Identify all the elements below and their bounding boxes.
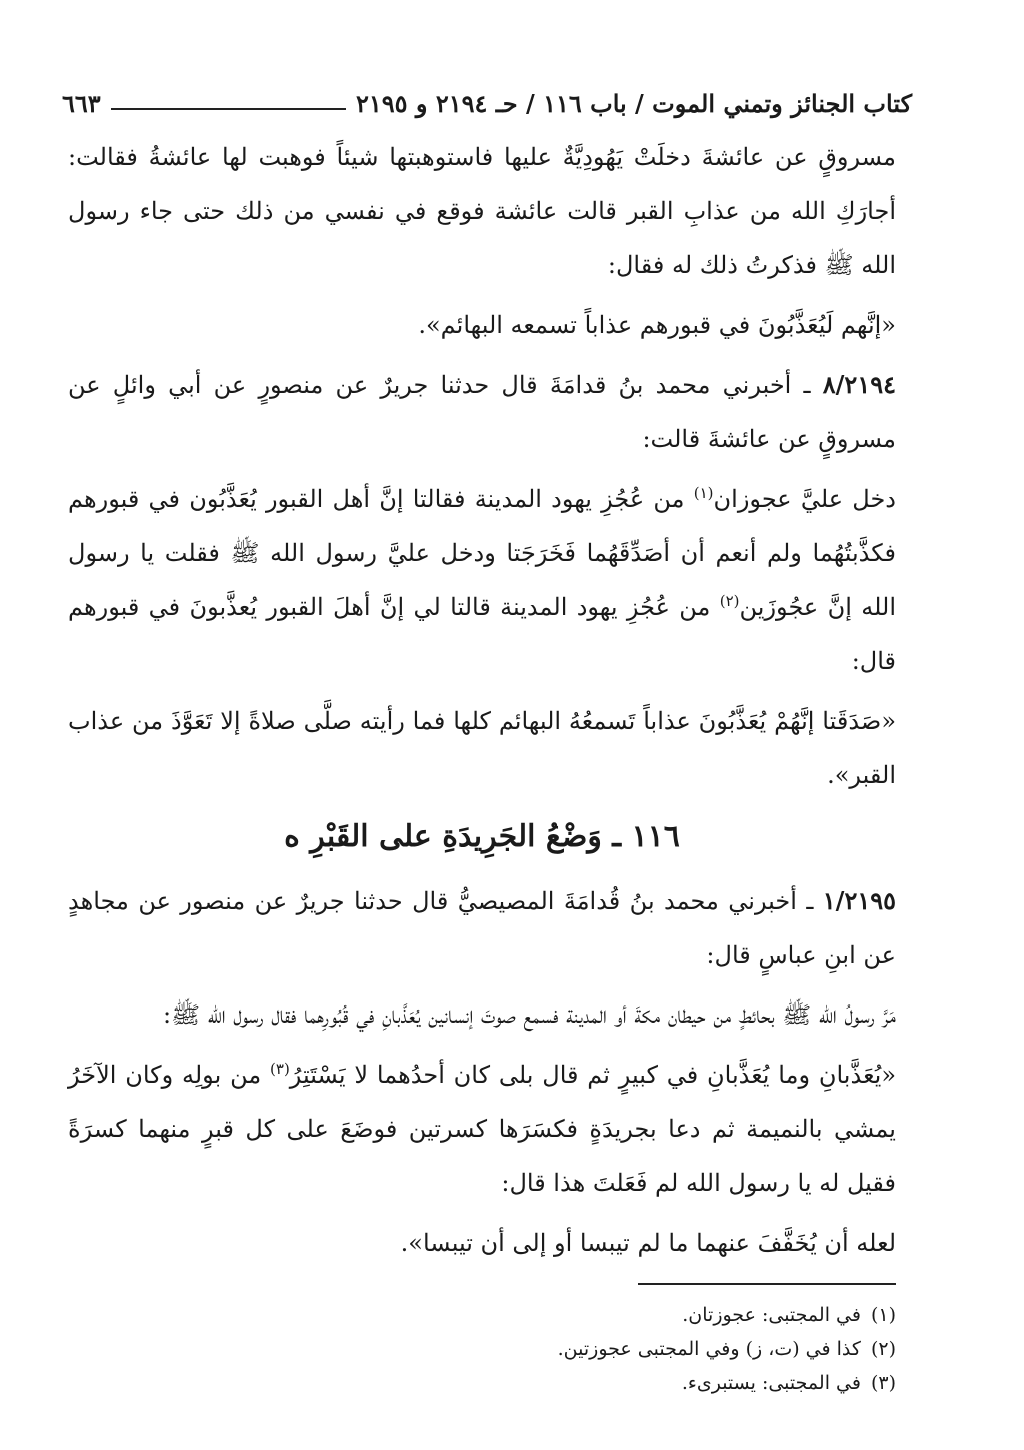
paragraph: لعله أن يُخَفَّفَ عنهما ما لم تيبسا أو إلى أن تيبسا». bbox=[400, 1229, 896, 1257]
footnote-item bbox=[300, 1366, 896, 1400]
text-segment: من عُجُزِ يهود المدينة فقالتا إنَّ أهل القبور يُعَذَّبُون في قبورهم فكذَّبتُهُما ولم أنعم أن أصَدِّقَهُما فَخَرَجَتا ودخل عليَّ رسول الله ﷺ فقلت يا رسول الله إنَّ عجُوزَين bbox=[68, 485, 896, 621]
footnote-divider bbox=[638, 1283, 896, 1285]
footnote-item bbox=[300, 1332, 896, 1366]
header-rule bbox=[111, 108, 346, 110]
footnote-ref[interactable]: (١) bbox=[693, 484, 714, 502]
quoted-saying bbox=[68, 1048, 896, 1210]
footnote-item bbox=[300, 1298, 896, 1332]
footnote-ref[interactable]: (٢) bbox=[719, 592, 740, 610]
hadith-isnad: ـ أخبرني محمد بنُ قدامَةَ قال حدثنا جريرٌ عن منصورٍ عن أبي وائلٍ عن مسروقٍ عن عائشةَ قالت: bbox=[68, 371, 896, 453]
page-number: ٦٦٣ bbox=[62, 89, 101, 118]
text-segment: من عُجُزِ يهود المدينة قالتا لي إنَّ أهلَ القبور يُعذَّبونَ في قبورهم قال: bbox=[68, 593, 896, 675]
paragraph: مسروقٍ عن عائشةَ دخلَتْ يَهُودِيَّةٌ عليها فاستوهبتها شيئاً فوهبت لها عائشةُ فقالت: أجارَكِ الله من عذابِ القبر قالت عائشة فوقع في نفسي من ذلك حتى جاء رسول الله ﷺ فذكرتُ ذلك له فقال: bbox=[68, 143, 896, 279]
main-text bbox=[68, 130, 896, 1276]
text-segment: دخل عليَّ عجوزان bbox=[713, 485, 896, 513]
footnote-text: في المجتبى: عجوزتان. bbox=[682, 1304, 861, 1326]
hadith-2194 bbox=[68, 358, 896, 466]
header-title: كتاب الجنائز وتمني الموت / باب ١١٦ / حـ ٢١٩٤ و ٢١٩٥ bbox=[355, 89, 912, 118]
footnote-number: (١) bbox=[870, 1304, 896, 1326]
footnote-ref[interactable]: (٣) bbox=[270, 1060, 290, 1078]
section-heading: ١١٦ ـ وَضْعُ الجَرِيدَةِ على القَبْرِ ه bbox=[284, 819, 680, 854]
text-segment: «يُعَذَّبانِ وما يُعَذَّبانِ في كبيرٍ ثم قال بلى كان أحدُهما لا يَسْتَتِرُ bbox=[289, 1061, 897, 1089]
footnote-text: كذا في (ت، ز) وفي المجتبى عجوزتين. bbox=[557, 1338, 861, 1360]
footnotes bbox=[300, 1298, 896, 1400]
hadith-2195 bbox=[68, 874, 896, 982]
hadith-isnad: ـ أخبرني محمد بنُ قُدامَةَ المصيصيُّ قال حدثنا جريرٌ عن منصور عن مجاهدٍ عن ابنِ عباسٍ قال: bbox=[68, 887, 896, 969]
paragraph bbox=[68, 472, 896, 688]
footnote-text: في المجتبى: يستبرىء. bbox=[681, 1372, 861, 1394]
footnote-number: (٣) bbox=[870, 1372, 896, 1394]
hadith-number: ٨/٢١٩٤ bbox=[822, 370, 896, 399]
quoted-saying: «صَدَقَتا إنَّهُمْ يُعَذَّبُونَ عذاباً تَسمعُهُ البهائم كلها فما رأيته صلَّى صلاةً إلا تَعَوَّذَ من عذاب القبر». bbox=[68, 707, 896, 789]
paragraph: مَرَّ رسولُ الله ﷺ بحائطٍ من حيطان مكةَ أو المدينة فسمع صوتَ إنسانين يُعَذَّبانِ في قُبُورِهما فقال رسول الله ﷺ: bbox=[162, 1001, 896, 1029]
footnote-number: (٢) bbox=[870, 1338, 896, 1360]
hadith-number: ١/٢١٩٥ bbox=[822, 886, 896, 915]
quoted-saying: «إنَّهم لَيُعَذَّبُونَ في قبورهم عذاباً تسمعه البهائم». bbox=[418, 311, 896, 339]
text-segment: من بولِه وكان الآخَرُ يمشي بالنميمة ثم دعا بجريدَةٍ فكسَرَها كسرتين فوضَعَ على كل قبرٍ منهما كسرَةً فقيل له يا رسول الله لم فَعَلتَ هذا قال: bbox=[68, 1061, 896, 1197]
running-header bbox=[62, 78, 912, 118]
